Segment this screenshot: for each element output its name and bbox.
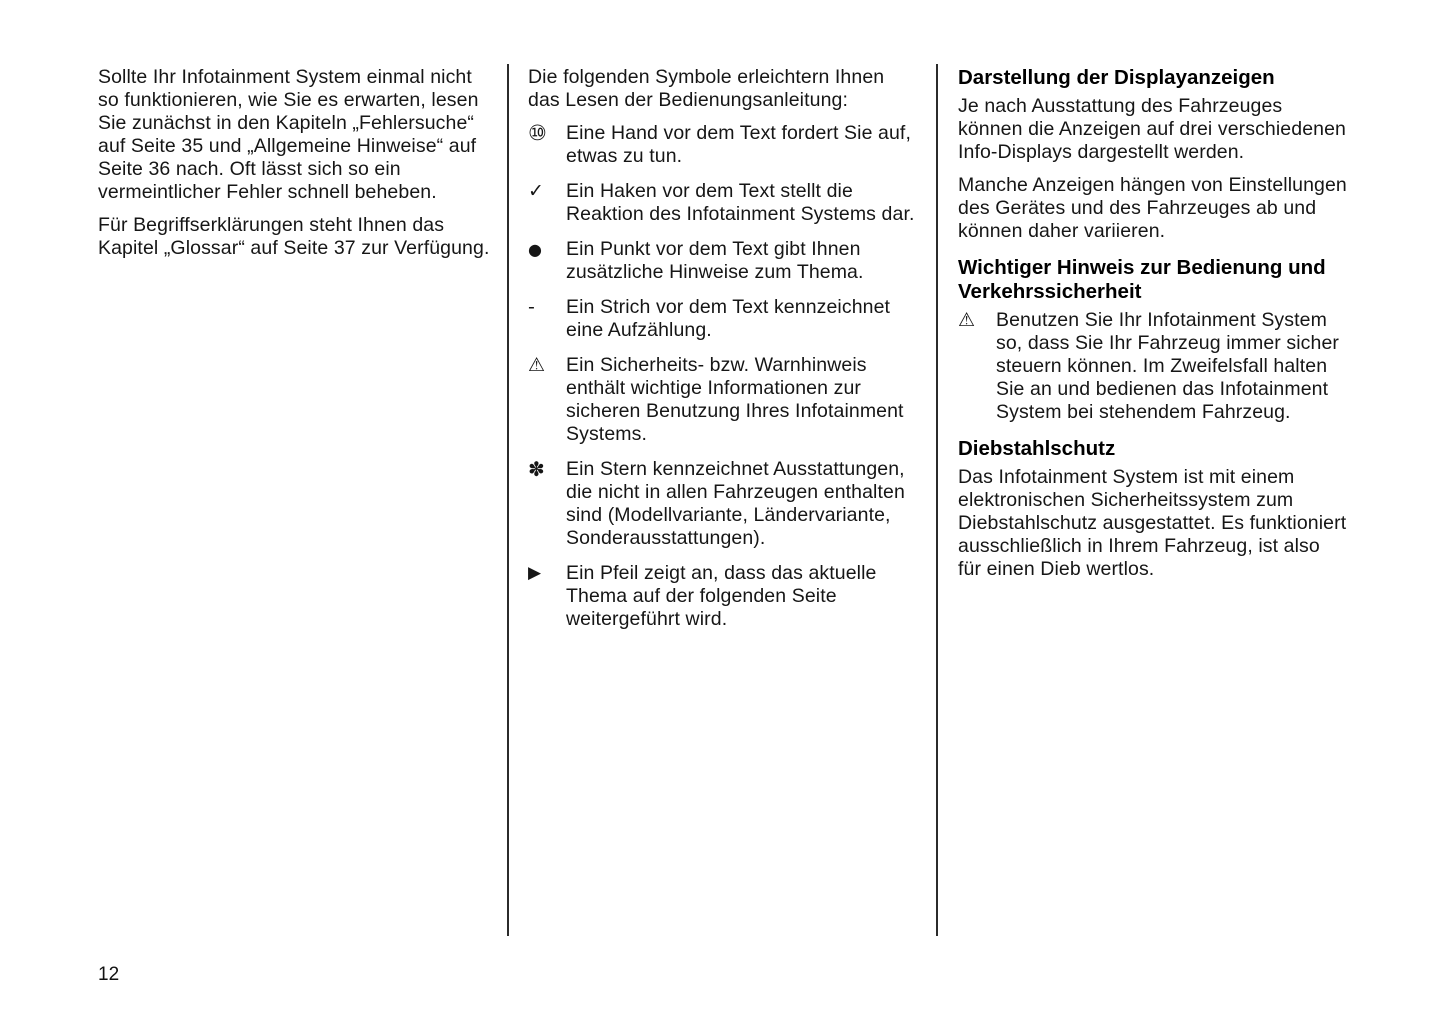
left-column (98, 66, 490, 270)
paragraph-settings: Manche Anzeigen hängen von Einstellungen des Gerätes und des Fahrzeuges ab und können daher variieren. (958, 174, 1347, 242)
paragraph-displays: Je nach Ausstattung des Fahrzeuges können die Anzeigen auf drei verschiedenen Info-Displays dargestellt werden. (958, 95, 1346, 163)
hand-symbol-icon: ⑩ (528, 121, 547, 145)
section-heading-diebstahlschutz: Diebstahlschutz (958, 437, 1116, 460)
middle-column (528, 66, 920, 643)
safety-warning (958, 309, 1348, 424)
legend-item-dash (528, 296, 920, 342)
warning-symbol-icon: ⚠ (528, 354, 546, 376)
column-divider-left (507, 64, 509, 936)
dash-symbol-icon: - (528, 296, 535, 318)
legend-item-star (528, 458, 920, 550)
warning-symbol-icon: ⚠ (958, 309, 976, 331)
legend-text: Eine Hand vor dem Text fordert Sie auf, etwas zu tun. (566, 122, 911, 167)
check-symbol-icon: ✓ (528, 180, 545, 202)
legend-text: Ein Haken vor dem Text stellt die Reaktion des Infotainment Systems dar. (566, 180, 915, 225)
section-heading-displayanzeigen: Darstellung der Displayanzeigen (958, 66, 1275, 89)
right-column (958, 66, 1348, 591)
paragraph-glossary: Für Begriffserklärungen steht Ihnen das Kapitel „Glossar“ auf Seite 37 zur Verfügung. (98, 214, 490, 259)
legend-text: Ein Strich vor dem Text kennzeichnet eine Aufzählung. (566, 296, 891, 341)
legend-item-bullet (528, 238, 920, 284)
bullet-symbol-icon: ● (528, 240, 543, 259)
star-symbol-icon: ✽ (528, 457, 545, 481)
page-number: 12 (98, 964, 120, 985)
symbols-intro: Die folgenden Symbole erleichtern Ihnen das Lesen der Bedienungsanleitung: (528, 66, 885, 111)
arrow-symbol-icon: ▶ (528, 563, 542, 583)
column-divider-right (936, 64, 938, 936)
legend-text: Ein Sicherheits- bzw. Warnhinweis enthält wichtige Informationen zur sicheren Benutzung Ihres Infotainment Systems. (566, 354, 904, 445)
legend-text: Ein Stern kennzeichnet Ausstattungen, die nicht in allen Fahrzeugen enthalten sind (Modellvariante, Ländervariante, Sonderausstattungen). (566, 458, 905, 549)
legend-text: Ein Punkt vor dem Text gibt Ihnen zusätzliche Hinweise zum Thema. (566, 238, 864, 283)
section-heading-verkehrssicherheit: Wichtiger Hinweis zur Bedienung und Verkehrssicherheit (958, 256, 1326, 303)
legend-item-hand (528, 122, 920, 168)
legend-item-check (528, 180, 920, 226)
safety-warning-text: Benutzen Sie Ihr Infotainment System so, dass Sie Ihr Fahrzeug immer sicher steuern können. Im Zweifelsfall halten Sie an und bedienen das Infotainment System bei stehendem Fahrzeug. (996, 309, 1340, 423)
paragraph-diebstahlschutz: Das Infotainment System ist mit einem elektronischen Sicherheitssystem zum Diebstahlschutz ausgestattet. Es funktioniert ausschließlich in Ihrem Fahrzeug, ist also für einen Dieb wertlos. (958, 466, 1347, 580)
legend-item-arrow (528, 562, 920, 631)
legend-text: Ein Pfeil zeigt an, dass das aktuelle Thema auf der folgenden Seite weitergeführt wird. (566, 562, 877, 630)
paragraph-troubleshooting: Sollte Ihr Infotainment System einmal nicht so funktionieren, wie Sie es erwarten, lesen Sie zunächst in den Kapiteln „Fehlersuche“ auf Seite 35 und „Allgemeine Hinweise“ auf Seite 36 nach. Oft lässt sich so ein vermeintlicher Fehler schnell beheben. (98, 66, 479, 203)
legend-item-warning (528, 354, 920, 446)
